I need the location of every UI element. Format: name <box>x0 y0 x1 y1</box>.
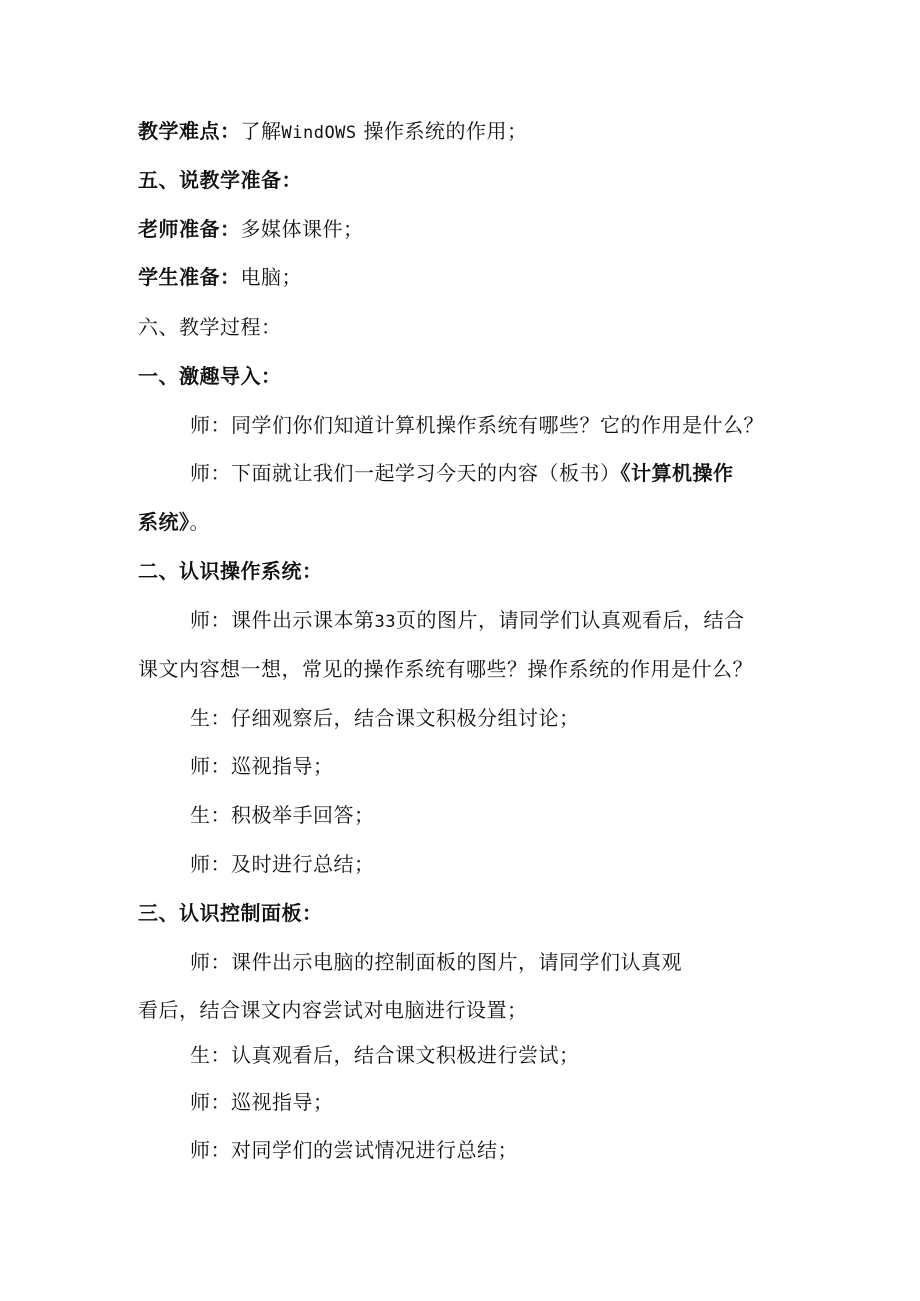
teacher-preparation-label: 老师准备： <box>138 217 241 241</box>
step-heading-os: 二、认识操作系统： <box>138 559 323 583</box>
dialogue-continuation: 看后，结合课文内容尝试对电脑进行设置； <box>138 998 528 1022</box>
dialogue-text: 师：下面就让我们一起学习今天的内容（板书） <box>190 461 621 485</box>
dialogue-line: 生：积极举手回答； <box>190 803 375 827</box>
teaching-difficulty-text-post: 操作系统的作用； <box>363 119 528 143</box>
dialogue-line: 师：巡视指导； <box>190 1090 334 1114</box>
dialogue-line <box>190 608 744 634</box>
dialogue-line: 师：课件出示电脑的控制面板的图片，请同学们认真观 <box>190 950 682 974</box>
dialogue-text: 师：课件出示课本第 <box>190 608 375 632</box>
teacher-preparation-value: 多媒体课件； <box>240 217 364 241</box>
section-heading-preparation: 五、说教学准备： <box>138 168 302 192</box>
student-preparation-value: 电脑； <box>240 265 302 289</box>
dialogue-line: 师：及时进行总结； <box>190 852 375 876</box>
teaching-difficulty-line <box>138 119 528 145</box>
dialogue-line <box>190 461 734 485</box>
step-heading-control-panel: 三、认识控制面板： <box>138 901 323 925</box>
dialogue-line: 师：巡视指导； <box>190 754 334 778</box>
dialogue-text: 页的图片，请同学们认真观看后，结合 <box>395 608 745 632</box>
teaching-difficulty-text-pre: 了解 <box>240 119 282 143</box>
dialogue-line: 生：认真观看后，结合课文积极进行尝试； <box>190 1043 580 1067</box>
teaching-difficulty-label: 教学难点： <box>138 119 241 143</box>
dialogue-line: 师：同学们你们知道计算机操作系统有哪些？它的作用是什么？ <box>190 413 764 437</box>
dialogue-continuation <box>138 510 210 534</box>
teacher-preparation-line <box>138 217 364 241</box>
dialogue-continuation: 课文内容想一想，常见的操作系统有哪些？操作系统的作用是什么？ <box>138 657 753 681</box>
lesson-title-part2: 系统》 <box>138 510 190 534</box>
dialogue-line: 生：仔细观察后，结合课文积极分组讨论； <box>190 706 580 730</box>
student-preparation-line <box>138 265 302 289</box>
lesson-title-part1: 《计算机操作 <box>620 461 734 485</box>
page-number: 33 <box>374 612 396 632</box>
dialogue-period: 。 <box>189 510 210 534</box>
dialogue-line: 师：对同学们的尝试情况进行总结； <box>190 1138 518 1162</box>
windows-term: WindOWS <box>281 123 357 143</box>
section-heading-process: 六、教学过程： <box>138 315 282 339</box>
student-preparation-label: 学生准备： <box>138 265 241 289</box>
step-heading-introduction: 一、激趣导入： <box>138 364 282 388</box>
